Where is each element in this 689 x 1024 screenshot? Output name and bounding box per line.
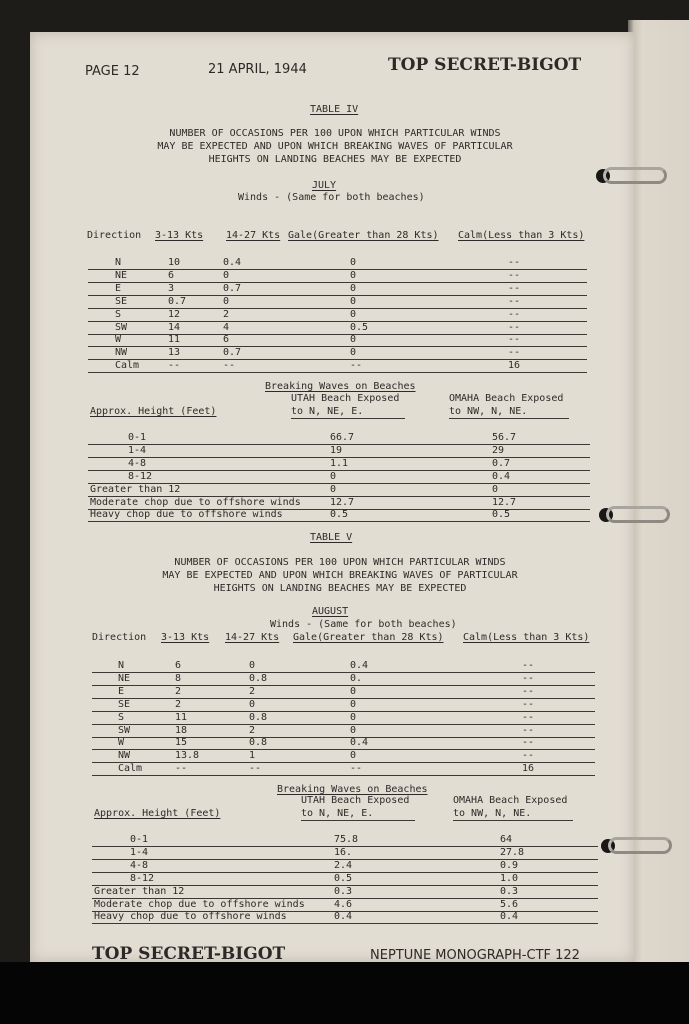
table-label: TABLE IV [310, 104, 359, 115]
wind-row-rule [92, 724, 595, 725]
wind-direction-cell: W [118, 737, 125, 749]
wind-value-cell: -- [522, 724, 535, 736]
wind-value-cell: -- [522, 698, 535, 710]
waves-title: Breaking Waves on Beaches [277, 784, 428, 795]
utah-value-cell: 0.4 [334, 911, 353, 923]
wind-value-cell: 4 [223, 321, 230, 333]
wind-value-cell: -- [175, 763, 188, 775]
wind-column-header: Calm(Less than 3 Kts) [458, 230, 585, 241]
omaha-exposure: to NW, N, NE. [453, 808, 532, 819]
utah-value-cell: 4.6 [334, 898, 353, 910]
wind-value-cell: 0 [350, 334, 357, 346]
wind-column-header: Direction [92, 632, 147, 643]
header-underline [301, 820, 415, 821]
wave-row-rule [88, 470, 590, 471]
wind-value-cell: 0 [350, 685, 357, 697]
wind-value-cell: 11 [175, 711, 188, 723]
wind-value-cell: 0 [350, 257, 357, 268]
wind-value-cell: 15 [175, 737, 188, 749]
wave-height-cell: 0-1 [128, 432, 147, 443]
scan-bottom-margin [0, 962, 689, 1024]
omaha-exposure: to NW, N, NE. [449, 406, 528, 417]
table-title-line: MAY BE EXPECTED AND UPON WHICH BREAKING WAVES OF PARTICULAR [162, 570, 518, 581]
classification-footer: TOP SECRET-BIGOT [92, 944, 286, 962]
waves-title: Breaking Waves on Beaches [265, 381, 416, 392]
header-underline [449, 418, 569, 419]
wind-value-cell: -- [522, 685, 535, 697]
omaha-value-cell: 1.0 [500, 872, 519, 884]
wind-direction-cell: Calm [115, 360, 140, 372]
wave-height-cell: 4-8 [130, 859, 149, 871]
wind-direction-cell: S [115, 308, 122, 320]
wind-value-cell: 10 [168, 257, 181, 268]
wave-height-cell: Heavy chop due to offshore winds [94, 911, 287, 923]
wind-value-cell: 14 [168, 321, 181, 333]
wind-row-rule [88, 372, 587, 373]
wind-value-cell: -- [508, 282, 521, 294]
utah-value-cell: 12.7 [330, 496, 355, 508]
wind-direction-cell: S [118, 711, 125, 723]
wind-value-cell: 12 [168, 308, 181, 320]
utah-value-cell: 1.1 [330, 457, 349, 469]
wind-row-rule [92, 737, 595, 738]
wind-value-cell: -- [508, 308, 521, 320]
wind-value-cell: -- [508, 347, 521, 359]
table-title-line: NUMBER OF OCCASIONS PER 100 UPON WHICH PARTICULAR WINDS [174, 557, 506, 568]
winds-subheading: Winds - (Same for both beaches) [238, 192, 425, 203]
wind-direction-cell: SE [115, 295, 128, 307]
wind-row-rule [92, 711, 595, 712]
wind-value-cell: 0.4 [223, 257, 242, 268]
omaha-header: OMAHA Beach Exposed [449, 393, 564, 404]
utah-header: UTAH Beach Exposed [301, 795, 410, 806]
omaha-value-cell: 64 [500, 834, 513, 845]
wind-value-cell: -- [508, 295, 521, 307]
wind-column-header: 3-13 Kts [155, 230, 204, 241]
wind-direction-cell: SW [115, 321, 128, 333]
table-title-line: MAY BE EXPECTED AND UPON WHICH BREAKING WAVES OF PARTICULAR [157, 141, 513, 152]
wind-row-rule [92, 775, 595, 776]
table-title-line: NUMBER OF OCCASIONS PER 100 UPON WHICH PARTICULAR WINDS [169, 128, 501, 139]
wind-value-cell: -- [522, 737, 535, 749]
utah-header: UTAH Beach Exposed [291, 393, 400, 404]
omaha-header: OMAHA Beach Exposed [453, 795, 568, 806]
wind-direction-cell: SW [118, 724, 131, 736]
wind-value-cell: 0 [350, 295, 357, 307]
wind-column-header: Direction [87, 230, 142, 241]
wind-value-cell: -- [522, 711, 535, 723]
page-number: PAGE 12 [85, 64, 140, 79]
wind-value-cell: -- [508, 257, 521, 268]
wind-value-cell: 1 [249, 750, 256, 762]
wind-column-header: 14-27 Kts [225, 632, 280, 643]
wind-value-cell: 0.7 [168, 295, 187, 307]
utah-exposure: to N, NE, E. [301, 808, 374, 819]
wind-row-rule [92, 749, 595, 750]
utah-value-cell: 66.7 [330, 432, 355, 443]
document-page [30, 32, 634, 962]
wind-direction-cell: N [115, 257, 122, 268]
wind-value-cell: 0 [350, 711, 357, 723]
omaha-value-cell: 12.7 [492, 496, 517, 508]
wind-column-header: Gale(Greater than 28 Kts) [293, 632, 444, 643]
wave-row-rule [88, 521, 590, 522]
wave-row-rule [92, 923, 598, 924]
wind-column-header: Gale(Greater than 28 Kts) [288, 230, 439, 241]
wind-value-cell: 13 [168, 347, 181, 359]
omaha-value-cell: 0.5 [492, 509, 511, 521]
wind-direction-cell: SE [118, 698, 131, 710]
table-title-line: HEIGHTS ON LANDING BEACHES MAY BE EXPECTED [208, 154, 462, 165]
wave-height-cell: Heavy chop due to offshore winds [90, 509, 283, 521]
classification-header: TOP SECRET-BIGOT [388, 55, 582, 75]
wave-height-cell: Greater than 12 [94, 885, 185, 897]
omaha-value-cell: 27.8 [500, 846, 525, 858]
wind-value-cell: 11 [168, 334, 181, 346]
wave-height-cell: Moderate chop due to offshore winds [90, 496, 301, 508]
wind-direction-cell: Calm [118, 763, 143, 775]
month-heading: AUGUST [312, 606, 349, 617]
height-header: Approx. Height (Feet) [90, 406, 217, 417]
wind-direction-cell: NE [115, 269, 128, 281]
wind-row-rule [92, 762, 595, 763]
wind-value-cell: 0 [249, 660, 256, 671]
table-title-line: HEIGHTS ON LANDING BEACHES MAY BE EXPECTED [213, 583, 467, 594]
wind-value-cell: 0.4 [350, 660, 369, 671]
utah-value-cell: 0 [330, 483, 337, 495]
wave-height-cell: 1-4 [130, 846, 149, 858]
wind-value-cell: 0 [350, 282, 357, 294]
omaha-value-cell: 0.4 [492, 470, 511, 482]
wind-value-cell: -- [223, 360, 236, 372]
wind-value-cell: -- [508, 334, 521, 346]
wind-value-cell: 0.7 [223, 347, 242, 359]
wind-value-cell: -- [522, 660, 535, 671]
wind-value-cell: 16 [522, 763, 535, 775]
wind-value-cell: 0.8 [249, 737, 268, 749]
wind-column-header: 14-27 Kts [226, 230, 281, 241]
utah-exposure: to N, NE, E. [291, 406, 364, 417]
wind-row-rule [92, 685, 595, 686]
wind-value-cell: 0 [350, 724, 357, 736]
wind-value-cell: 0 [223, 295, 230, 307]
wind-value-cell: -- [522, 750, 535, 762]
table-label: TABLE V [310, 532, 353, 543]
utah-value-cell: 0.5 [330, 509, 349, 521]
wind-direction-cell: W [115, 334, 122, 346]
wind-value-cell: 0.4 [350, 737, 369, 749]
binder-ring [595, 505, 671, 525]
wind-value-cell: 0 [350, 347, 357, 359]
wind-value-cell: -- [350, 360, 363, 372]
omaha-value-cell: 5.6 [500, 898, 519, 910]
wind-value-cell: 2 [175, 698, 182, 710]
wind-value-cell: 6 [168, 269, 175, 281]
utah-value-cell: 19 [330, 444, 343, 456]
omaha-value-cell: 56.7 [492, 432, 517, 443]
wind-direction-cell: E [118, 685, 125, 697]
wind-value-cell: 2 [249, 724, 256, 736]
wind-value-cell: 13.8 [175, 750, 200, 762]
utah-value-cell: 0 [330, 470, 337, 482]
header-underline [291, 418, 405, 419]
wind-value-cell: -- [350, 763, 363, 775]
monograph-footer: NEPTUNE MONOGRAPH-CTF 122 [370, 948, 580, 962]
next-page-edge [628, 20, 689, 962]
utah-value-cell: 16. [334, 846, 353, 858]
wind-row-rule [92, 698, 595, 699]
utah-value-cell: 75.8 [334, 834, 359, 845]
utah-value-cell: 0.5 [334, 872, 353, 884]
wind-value-cell: 2 [223, 308, 230, 320]
wave-height-cell: 8-12 [130, 872, 155, 884]
wind-value-cell: 0.7 [223, 282, 242, 294]
wind-value-cell: 8 [175, 672, 182, 684]
wave-height-cell: 4-8 [128, 457, 147, 469]
wind-value-cell: 6 [175, 660, 182, 671]
month-heading: JULY [312, 180, 337, 191]
binder-ring [597, 836, 673, 856]
wave-height-cell: Greater than 12 [90, 483, 181, 495]
wind-value-cell: 0.8 [249, 711, 268, 723]
wave-height-cell: Moderate chop due to offshore winds [94, 898, 305, 910]
header-underline [453, 820, 573, 821]
height-header: Approx. Height (Feet) [94, 808, 221, 819]
wind-value-cell: 0 [350, 308, 357, 320]
wind-value-cell: 3 [168, 282, 175, 294]
wind-value-cell: -- [168, 360, 181, 372]
document-date: 21 APRIL, 1944 [208, 62, 307, 77]
omaha-value-cell: 29 [492, 444, 505, 456]
wind-direction-cell: NE [118, 672, 131, 684]
wind-value-cell: 6 [223, 334, 230, 346]
winds-subheading: Winds - (Same for both beaches) [270, 619, 457, 630]
wind-value-cell: -- [522, 672, 535, 684]
utah-value-cell: 2.4 [334, 859, 353, 871]
wind-value-cell: 0 [350, 698, 357, 710]
wind-value-cell: 16 [508, 360, 521, 372]
wave-height-cell: 8-12 [128, 470, 153, 482]
wind-value-cell: -- [249, 763, 262, 775]
omaha-value-cell: 0.4 [500, 911, 519, 923]
wind-value-cell: 0 [249, 698, 256, 710]
omaha-value-cell: 0.7 [492, 457, 511, 469]
omaha-value-cell: 0 [492, 483, 499, 495]
wind-direction-cell: E [115, 282, 122, 294]
wind-value-cell: 0 [350, 750, 357, 762]
wind-value-cell: 0.8 [249, 672, 268, 684]
omaha-value-cell: 0.3 [500, 885, 519, 897]
omaha-value-cell: 0.9 [500, 859, 519, 871]
wind-value-cell: 0.5 [350, 321, 369, 333]
wave-height-cell: 1-4 [128, 444, 147, 456]
wind-value-cell: -- [508, 269, 521, 281]
wind-direction-cell: NW [118, 750, 131, 762]
wind-value-cell: 0. [350, 672, 363, 684]
wind-direction-cell: N [118, 660, 125, 671]
wave-height-cell: 0-1 [130, 834, 149, 845]
wind-row-rule [92, 672, 595, 673]
wind-value-cell: 2 [249, 685, 256, 697]
utah-value-cell: 0.3 [334, 885, 353, 897]
wind-value-cell: 18 [175, 724, 188, 736]
wind-column-header: 3-13 Kts [161, 632, 210, 643]
wind-value-cell: 2 [175, 685, 182, 697]
wind-value-cell: 0 [223, 269, 230, 281]
binder-ring [592, 166, 668, 186]
wind-value-cell: 0 [350, 269, 357, 281]
wind-direction-cell: NW [115, 347, 128, 359]
wind-value-cell: -- [508, 321, 521, 333]
wind-column-header: Calm(Less than 3 Kts) [463, 632, 590, 643]
